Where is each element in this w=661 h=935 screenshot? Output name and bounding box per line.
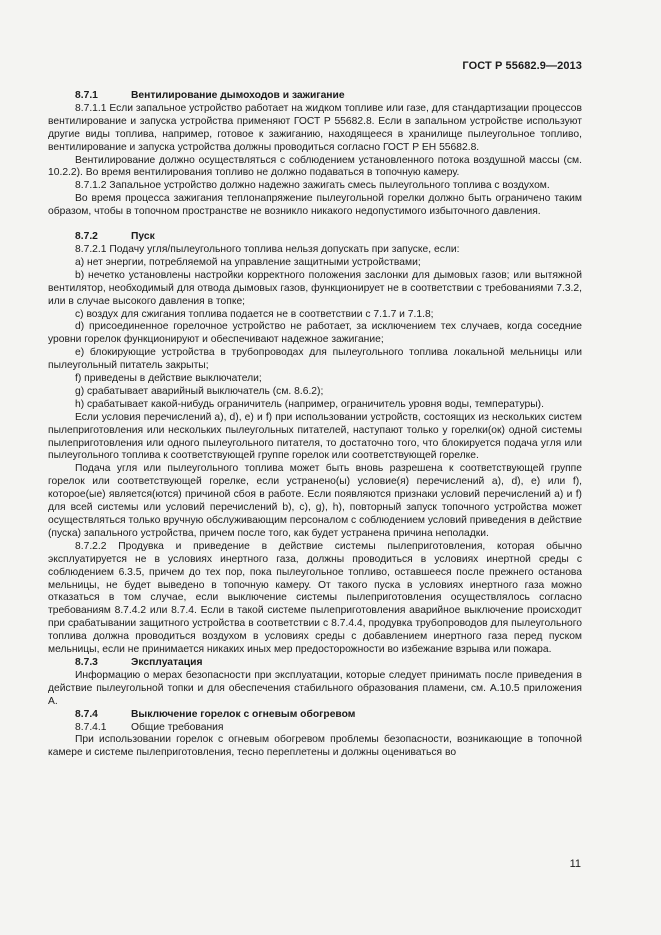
- paragraph: Если условия перечислений а), d), e) и f) при использовании устройств, состоящих из нескольких систем пылеприготовления или нескольких пылеугольных питателей, наступают только у горелки(ок) одной системы пылеприготовления или одного пылеугольного питателя, то достаточно того, что блокируется подача угля или пылеугольного топлива к соответствующей группе горелок или соответствующей горелке.: [48, 411, 582, 462]
- paragraph: 8.7.1.2 Запальное устройство должно надежно зажигать смесь пылеугольного топлива с воздухом.: [75, 180, 550, 192]
- paragraph: Вентилирование должно осуществляться с соблюдением установленного потока воздушной массы (см. 10.2.2). Во время вентилирования топливо не должно подаваться в топочную камеру.: [48, 154, 582, 179]
- section-number: 8.7.2: [75, 231, 98, 243]
- paragraph: Информацию о мерах безопасности при эксплуатации, которые следует принимать после приведения в действие пылеугольной топки и для обеспечения стабильного образования пламени, см. А.10.5 приложения А.: [48, 669, 582, 707]
- section-title: Общие требования: [131, 721, 224, 733]
- section-title: Пуск: [131, 231, 155, 243]
- paragraph: При использовании горелок с огневым обогревом проблемы безопасности, возникающие в топочной камере и системе пылеприготовления, тесно переплетены и должны оцениваться во: [48, 734, 582, 759]
- paragraph: 8.7.2.2 Продувка и приведение в действие системы пылеприготовления, которая обычно эксплуатируется не в условиях инертного газа, должны проводиться в условиях инертной среды с соблюдением 6.3.5, причем до тех пор, пока пылеугольное топливо, оставшееся после прежнего останова мельницы, не будет выведено в топочную камеру. От такого пуска в условиях инертного газа можно отказаться в том случае, если выключение системы пылеприготовления осуществлялось согласно требованиям 8.7.4.2 или 8.7.4. Если в такой системе пылеприготовления аварийное выключение происходит при срабатывании защитного устройства в соответствии с 8.7.4.4, продувка трубопроводов для пылеугольного топлива должна проводиться воздухом в условиях среды с добавлением инертного газа перед пуском мельницы, если не принимается никаких иных мер предосторожности во избежание взрыва или пожара.: [48, 540, 582, 656]
- paragraph: g) срабатывает аварийный выключатель (см. 8.6.2);: [75, 385, 324, 397]
- paragraph: e) блокирующие устройства в трубопроводах для пылеугольного топлива локальной мельницы или пылеугольный питатель закрыты;: [48, 347, 582, 372]
- section-heading: [48, 657, 582, 670]
- paragraph: d) присоединенное горелочное устройство не работает, за исключением тех случаев, когда соседние уровни горелок функционируют и обеспечивают надежное зажигание;: [48, 321, 582, 346]
- section-number: 8.7.4: [75, 708, 98, 720]
- paragraph: b) нечетко установлены настройки корректного положения заслонки для дымовых газов; или вытяжной вентилятор, необходимый для отвода дымовых газов, функционирует не в соответствии с требованиями 7.3.2, или в случае высокого давления в топке;: [48, 269, 582, 307]
- page-number: 11: [569, 858, 581, 870]
- paragraph: f) приведены в действие выключатели;: [75, 373, 262, 385]
- paragraph: 8.7.2.1 Подачу угля/пылеугольного топлива нельзя допускать при запуске, если:: [75, 243, 460, 255]
- section-title: Выключение горелок с огневым обогревом: [131, 708, 356, 720]
- paragraph: Подача угля или пылеугольного топлива может быть вновь разрешена к соответствующей группе горелок или соответствующей горелке, если устранено(ы) условие(я) перечислений а), d), e) или f), которое(ые) является(ются) причиной сбоя в работе. Если появляются признаки условий перечислений а) и f) для всей системы или условий перечислений b), c), g), h), повторный запуск топочного устройства может осуществляться только вручную обслуживающим персоналом с соблюдением условий приведения в действие (пуска) запального устройства, причем после того, как будет устранена причина неполадки.: [48, 463, 582, 539]
- document-code: ГОСТ Р 55682.9—2013: [462, 60, 582, 72]
- paragraph: а) нет энергии, потребляемой на управление защитными устройствами;: [75, 256, 421, 268]
- subsection-heading: [48, 722, 582, 735]
- section-heading: [48, 90, 582, 103]
- section-title: Вентилирование дымоходов и зажигание: [131, 90, 345, 101]
- section-title: Эксплуатация: [131, 656, 203, 668]
- section-heading: [48, 709, 582, 722]
- paragraph: c) воздух для сжигания топлива подается не в соответствии с 7.1.7 и 7.1.8;: [75, 308, 434, 320]
- section-number: 8.7.1: [75, 90, 98, 101]
- paragraph: Во время процесса зажигания теплонапряжение пылеугольной горелки должно быть ограничено таким образом, чтобы в топочном пространстве не возникло никакого недопустимого избыточного давления.: [48, 193, 582, 218]
- paragraph: 8.7.1.1 Если запальное устройство работает на жидком топливе или газе, для стандартизации процессов вентилирование и запуска устройства применяют ГОСТ Р 55682.8. Если в запальном устройстве используют другие виды топлива, например, готовое к зажиганию, находящееся в хранилище пылеугольное топливо, вентилирование и запуска устройства должны проводиться согласно ГОСТ Р ЕН 55682.8.: [48, 102, 582, 153]
- document-body: [48, 90, 582, 760]
- section-gap: [48, 219, 582, 231]
- paragraph: h) срабатывает какой-нибудь ограничитель (например, ограничитель уровня воды, температуры).: [75, 398, 544, 410]
- section-heading: [48, 231, 582, 244]
- section-number: 8.7.4.1: [75, 721, 107, 733]
- section-number: 8.7.3: [75, 656, 98, 668]
